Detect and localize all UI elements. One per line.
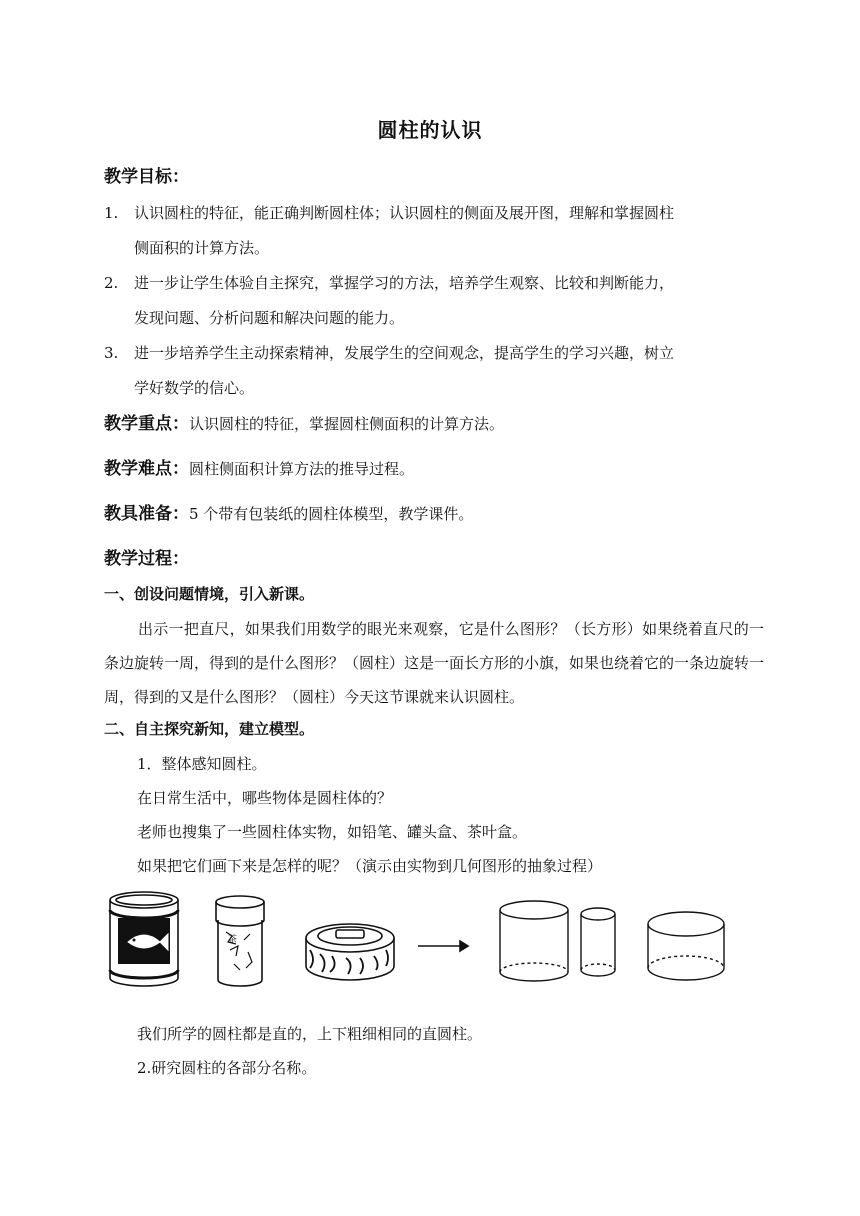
process-heading: 教学过程：	[104, 549, 189, 569]
step-1-heading: 1．整体感知圆柱。	[137, 755, 267, 773]
objective-number: 2.	[104, 274, 119, 292]
tools	[104, 499, 473, 524]
tall-cylinder-icon	[500, 901, 568, 981]
objective-text: 进一步让学生体验自主探究，掌握学习的方法，培养学生观察、比较和判断能力，	[134, 274, 675, 292]
wooden-box-icon	[306, 924, 394, 980]
section-1-title: 一、创设问题情境，引入新课。	[104, 585, 315, 603]
page-title: 圆柱的认识	[377, 118, 483, 142]
difficulties-text: 圆柱侧面积计算方法的推导过程。	[189, 460, 415, 478]
question-3: 如果把它们画下来是怎样的呢？（演示由实物到几何图形的抽象过程）	[137, 857, 603, 875]
difficulties	[104, 454, 414, 479]
right-arrow-icon	[418, 941, 468, 951]
objective-text-cont: 侧面积的计算方法。	[134, 239, 270, 257]
objective-number: 1.	[104, 204, 119, 222]
section-1-paragraph: 出示一把直尺，如果我们用数学的眼光来观察，它是什么图形？（长方形）如果绕着直尺的一条边旋转一周，得到的是什么图形？（圆柱）这是一面长方形的小旗，如果也绕着它的一条边旋转一周，得到的又是什么图形？（圆柱）今天这节课就来认识圆柱。	[104, 620, 765, 706]
after-figure-text: 我们所学的圆柱都是直的，上下粗细相同的直圆柱。	[137, 1025, 483, 1043]
step-2-heading: 2.研究圆柱的各部分名称。	[137, 1059, 317, 1077]
abstraction-figure	[104, 890, 744, 990]
fish-can-icon	[110, 892, 178, 986]
question-2: 老师也搜集了一些圆柱体实物，如铅笔、罐头盒、茶叶盒。	[137, 823, 528, 841]
key-points-text: 认识圆柱的特征，掌握圆柱侧面积的计算方法。	[189, 415, 505, 433]
objective-text-cont: 发现问题、分析问题和解决问题的能力。	[134, 309, 405, 327]
svg-text:茶: 茶	[228, 935, 238, 945]
tools-label: 教具准备：	[104, 504, 189, 524]
wide-cylinder-icon	[648, 912, 724, 980]
objective-item	[104, 266, 764, 336]
objective-item	[104, 196, 764, 266]
section-2-title: 二、自主探究新知，建立模型。	[104, 720, 315, 738]
difficulties-label: 教学难点：	[104, 459, 189, 479]
objective-text: 进一步培养学生主动探索精神，发展学生的空间观念，提高学生的学习兴趣，树立	[134, 344, 675, 362]
question-1: 在日常生活中，哪些物体是圆柱体的？	[137, 789, 393, 807]
objective-item	[104, 336, 764, 406]
small-cylinder-icon	[581, 908, 615, 976]
objectives-list	[104, 196, 764, 406]
tools-text: 5 个带有包装纸的圆柱体模型，教学课件。	[189, 505, 474, 523]
key-points	[104, 409, 504, 434]
objective-text: 认识圆柱的特征，能正确判断圆柱体；认识圆柱的侧面及展开图，理解和掌握圆柱	[134, 204, 675, 222]
tea-canister-icon	[216, 896, 264, 986]
objective-text-cont: 学好数学的信心。	[134, 379, 255, 397]
objective-number: 3.	[104, 344, 119, 362]
key-points-label: 教学重点：	[104, 414, 189, 434]
objectives-heading: 教学目标：	[104, 167, 189, 187]
